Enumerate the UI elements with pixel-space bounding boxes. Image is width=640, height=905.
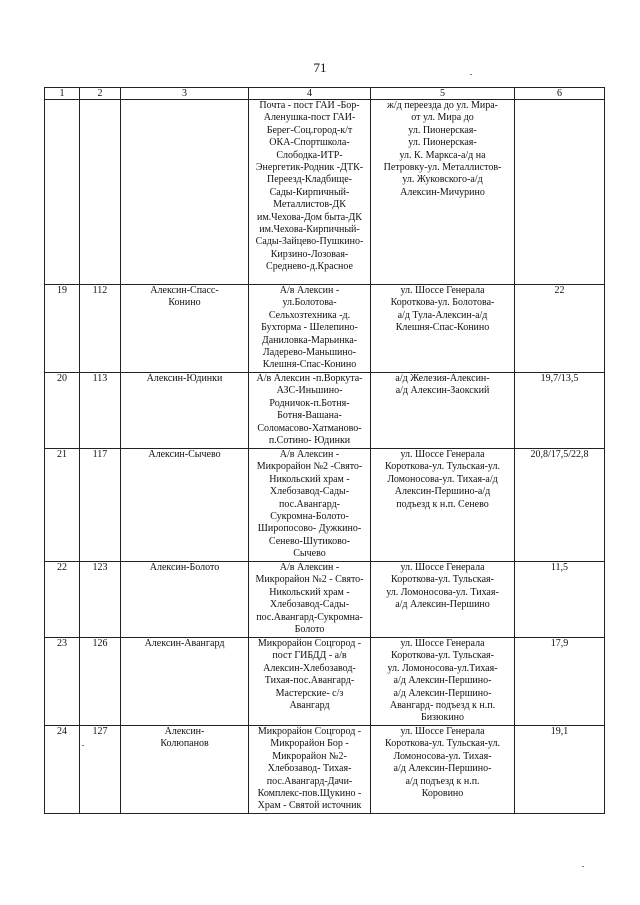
route-stops: А/в Алексин -п.Воркута- АЗС-Иньшино- Родничок-п.Ботня- Ботня-Вашана- Соломасово-Хатманово- п.Сотино- Юдинки	[249, 373, 371, 449]
route-number	[80, 100, 121, 285]
route-number: 126	[80, 638, 121, 726]
route-distance: 19,7/13,5	[515, 373, 605, 449]
route-name: Алексин-Авангард	[121, 638, 249, 726]
header-row	[45, 88, 605, 100]
route-distance: 20,8/17,5/22,8	[515, 449, 605, 562]
row-number: 20	[45, 373, 80, 449]
route-streets: ул. Шоссе Генерала Короткова-ул. Болотова- а/д Тула-Алексин-а/д Клешня-Спас-Конино	[371, 285, 515, 373]
route-streets: ж/д переезда до ул. Мира- от ул. Мира до ул. Пионерская- ул. Пионерская- ул. К. Маркса-а/д на Петровку-ул. Металлистов- ул. Жуковского-а/д Алексин-Мичурино	[371, 100, 515, 285]
route-distance: 11,5	[515, 562, 605, 638]
route-name: Алексин-Сычево	[121, 449, 249, 562]
table-row	[45, 638, 605, 726]
route-number: 113	[80, 373, 121, 449]
row-number	[45, 100, 80, 285]
column-header: 4	[249, 88, 371, 100]
row-number: 24	[45, 726, 80, 814]
table-row	[45, 449, 605, 562]
page-number: 71	[313, 60, 327, 75]
route-streets: ул. Шоссе Генерала Короткова-ул. Тульская-ул. Ломоносова-ул. Тихая-а/д Алексин-Першино-а/д подъезд к н.п. Сенево	[371, 449, 515, 562]
routes-table	[44, 87, 605, 814]
route-distance: 19,1	[515, 726, 605, 814]
route-name: Алексин-Юдинки	[121, 373, 249, 449]
row-number: 23	[45, 638, 80, 726]
route-streets: ул. Шоссе Генерала Короткова-ул. Тульская- ул. Ломоносова-ул.Тихая- а/д Алексин-Першино- а/д Алексин-Першино- Авангард- подъезд к н.п. Бизюкино	[371, 638, 515, 726]
scan-speck	[582, 866, 584, 867]
table-row	[45, 562, 605, 638]
route-stops: А/в Алексин - Микрорайон №2 - Свято- Никольский храм - Хлебозавод-Сады- пос.Авангард-Сукромна- Болото	[249, 562, 371, 638]
scan-speck	[470, 74, 472, 75]
route-stops: А/в Алексин - ул.Болотова- Сельхозтехника -д. Бухторма - Шелепино- Даниловка-Марьинка- Ладерево-Маньшино- Клешня-Спас-Конино	[249, 285, 371, 373]
route-number: 112	[80, 285, 121, 373]
table-row	[45, 373, 605, 449]
route-number: 117	[80, 449, 121, 562]
row-number: 19	[45, 285, 80, 373]
column-header: 2	[80, 88, 121, 100]
route-distance: 22	[515, 285, 605, 373]
table-row	[45, 100, 605, 285]
route-number: 123	[80, 562, 121, 638]
route-distance	[515, 100, 605, 285]
route-name: Алексин- Колюпанов	[121, 726, 249, 814]
column-header: 1	[45, 88, 80, 100]
column-header: 6	[515, 88, 605, 100]
route-stops: Микрорайон Соцгород - Микрорайон Бор - Микрорайон №2- Хлебозавод- Тихая- пос.Авангард-Дачи- Комплекс-пов.Щукино - Храм - Святой источник	[249, 726, 371, 814]
route-stops: Почта - пост ГАИ -Бор- Аленушка-пост ГАИ- Берег-Соц.город-к/т ОКА-Спортшкола- Слободка-ИТР- Энергетик-Родник -ДТК- Переезд-Кладбище- Сады-Кирпичный- Металлистов-ДК им.Чехова-Дом быта-ДК им.Чехова-Кирпичный- Сады-Зайцево-Пушкино- Кирзино-Лозовая- Среднево-д.Красное	[249, 100, 371, 285]
route-distance: 17,9	[515, 638, 605, 726]
row-number: 21	[45, 449, 80, 562]
column-header: 3	[121, 88, 249, 100]
route-stops: Микрорайон Соцгород - пост ГИБДД - а/в Алексин-Хлебозавод- Тихая-пос.Авангард- Мастерские- с/з Авангард	[249, 638, 371, 726]
route-streets: а/д Железия-Алексин- а/д Алексин-Заокский	[371, 373, 515, 449]
row-number: 22	[45, 562, 80, 638]
route-name: Алексин-Спасс- Конино	[121, 285, 249, 373]
route-name: Алексин-Болото	[121, 562, 249, 638]
table-row	[45, 285, 605, 373]
column-header: 5	[371, 88, 515, 100]
route-name	[121, 100, 249, 285]
route-streets: ул. Шоссе Генерала Короткова-ул. Тульская- ул. Ломоносова-ул. Тихая- а/д Алексин-Першино	[371, 562, 515, 638]
table-row	[45, 726, 605, 814]
scan-speck	[82, 745, 84, 746]
route-number: 127	[80, 726, 121, 814]
route-stops: А/в Алексин - Микрорайон №2 -Свято- Никольский храм - Хлебозавод-Сады- пос.Авангард- Сукромна-Болото- Широпосово- Дужкино- Сенево-Шутиково- Сычево	[249, 449, 371, 562]
route-streets: ул. Шоссе Генерала Короткова-ул. Тульская-ул. Ломоносова-ул. Тихая- а/д Алексин-Першино- а/д подъезд к н.п. Коровино	[371, 726, 515, 814]
